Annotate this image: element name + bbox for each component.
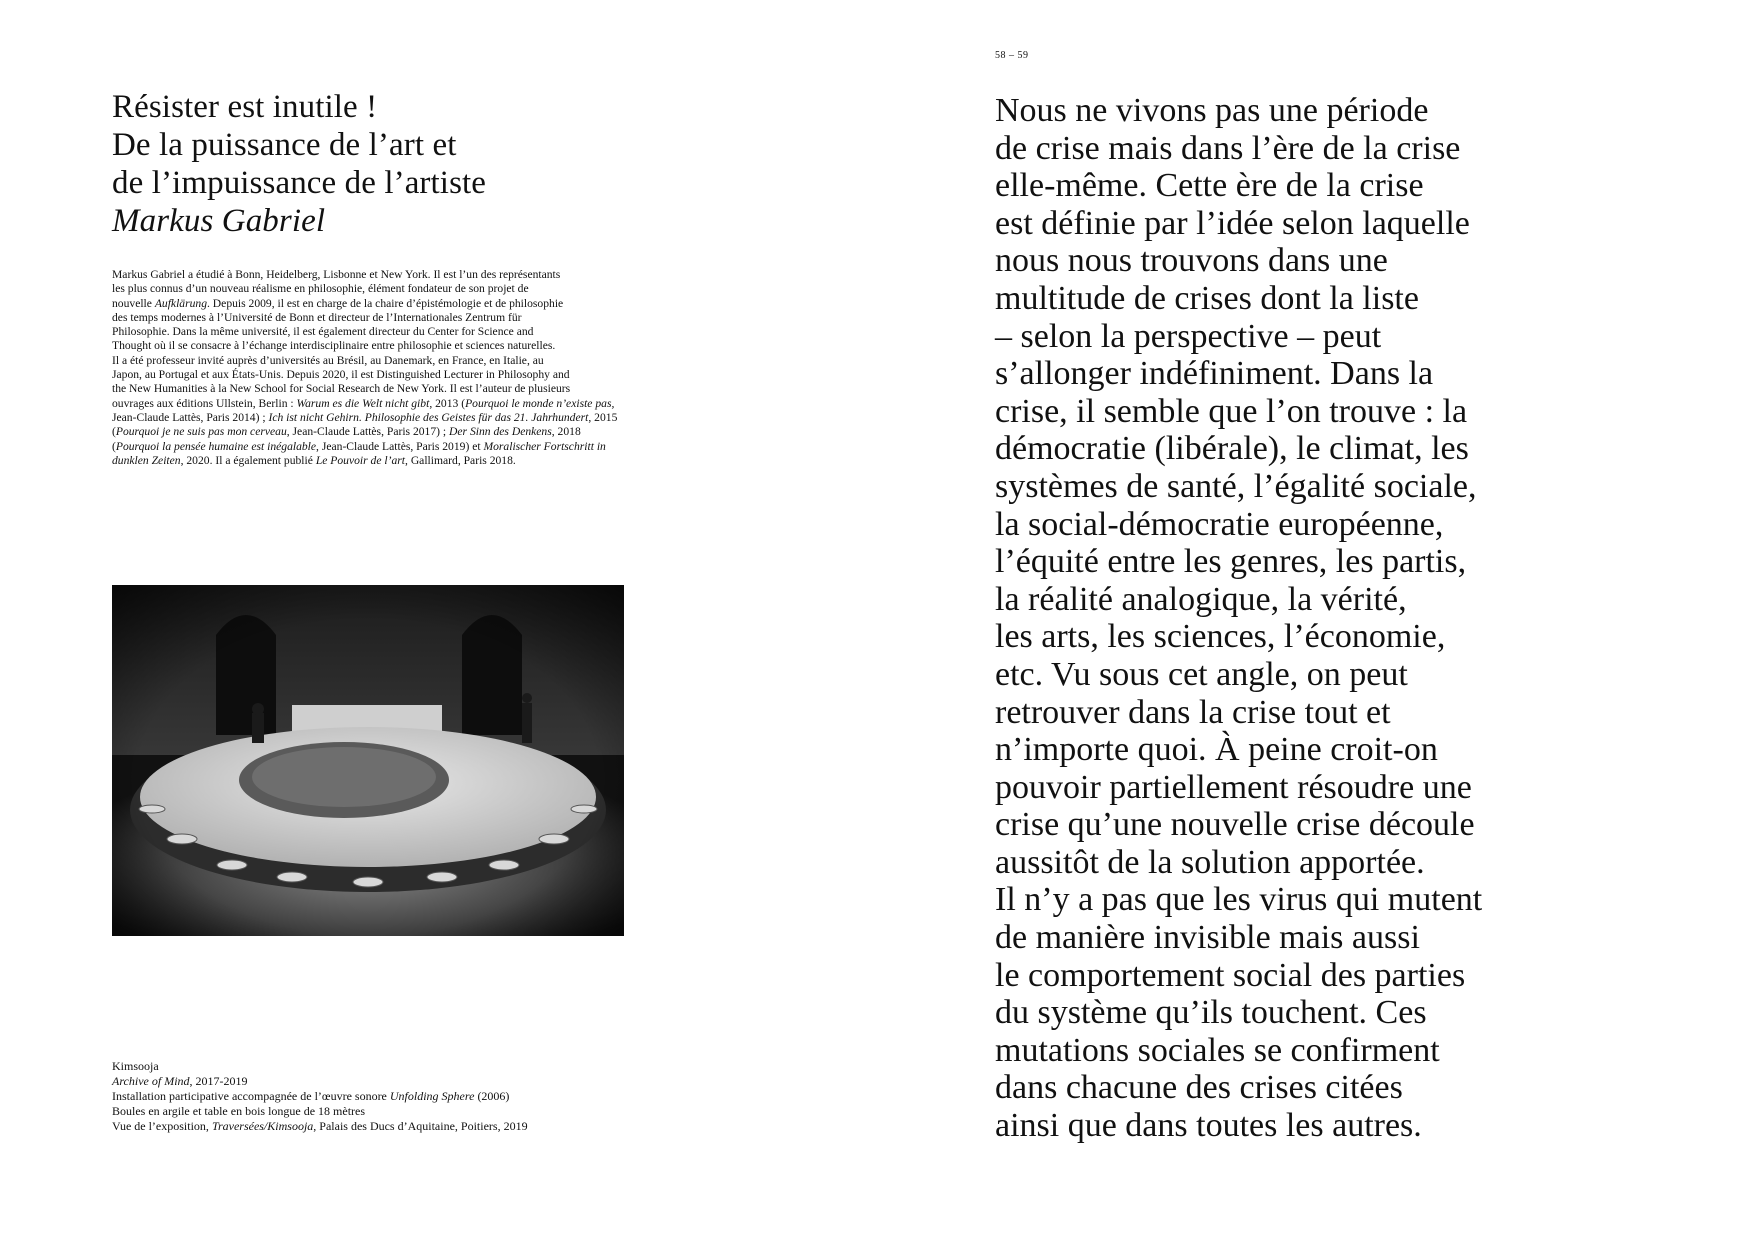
caption-text-italic: Archive of Mind	[112, 1074, 190, 1088]
photo-caption	[112, 1059, 672, 1134]
biography-line	[112, 368, 634, 382]
essay-line: crise qu’une nouvelle crise découle	[995, 806, 1475, 844]
caption-text: Installation participative accompagnée de l’œuvre sonore	[112, 1089, 390, 1103]
essay-line: aussitôt de la solution apportée.	[995, 843, 1425, 881]
essay-line: le comportement social des parties	[995, 956, 1466, 994]
biography-text: , 2018	[551, 425, 581, 439]
biography-text: Markus Gabriel a étudié à Bonn, Heidelberg, Lisbonne et New York. Il est l’un des représentants	[112, 268, 561, 281]
biography-text-italic: Pourquoi la pensée humaine est inégalable	[115, 439, 317, 453]
biography-line	[112, 397, 634, 411]
biography-line	[112, 354, 634, 368]
biography-line	[112, 311, 634, 325]
essay-line: ainsi que dans toutes les autres.	[995, 1107, 1422, 1145]
biography-text: , 2013 (	[429, 396, 466, 410]
caption-text-italic: Traversées/Kimsooja	[211, 1119, 314, 1133]
essay-line: la réalité analogique, la vérité,	[995, 580, 1407, 618]
essay-line: retrouver dans la crise tout et	[995, 693, 1391, 731]
biography-text: (	[112, 425, 116, 439]
biography-text-italic: Le Pouvoir de l’art	[315, 453, 406, 467]
biography-text: (	[112, 439, 116, 453]
essay-line: systèmes de santé, l’égalité sociale,	[995, 467, 1477, 505]
essay-line: l’équité entre les genres, les partis,	[995, 543, 1467, 581]
biography-text-italic: Pourquoi je ne suis pas mon cerveau	[115, 425, 287, 439]
essay-line: – selon la perspective – peut	[995, 317, 1382, 355]
essay-body-text	[995, 92, 1615, 1145]
essay-line: s’allonger indéfiniment. Dans la	[995, 355, 1434, 393]
biography-text: Il a été professeur invité auprès d’universités au Brésil, au Danemark, en France, en Italie, au	[112, 353, 544, 367]
biography-line	[112, 411, 634, 425]
biography-text: Jean-Claude Lattès, Paris 2014) ;	[112, 410, 269, 424]
biography-text: Japon, au Portugal et aux États-Unis. Depuis 2020, il est Distinguished Lecturer in Philosophy and	[112, 368, 570, 382]
biography-line	[112, 282, 634, 296]
essay-line: est définie par l’idée selon laquelle	[995, 204, 1470, 242]
biography-line	[112, 297, 634, 311]
biography-text: Thought où il se consacre à l’échange interdisciplinaire entre philosophie et sciences naturelles.	[112, 339, 556, 353]
biography-text-italic: dunklen Zeiten	[112, 453, 181, 467]
biography-text: , 2015	[588, 410, 618, 424]
author-biography	[112, 268, 634, 468]
biography-text-italic: Der Sinn des Denkens	[449, 425, 552, 439]
biography-text-italic: Aufklärung	[154, 296, 207, 310]
caption-text-italic: Unfolding Sphere	[389, 1089, 475, 1103]
caption-text: , 2017-2019	[189, 1074, 248, 1088]
biography-text: les plus connus d’un nouveau réalisme en philosophie, élément fondateur de son projet de	[112, 282, 529, 296]
biography-line	[112, 325, 634, 339]
essay-title-block	[112, 88, 832, 240]
essay-line: du système qu’ils touchent. Ces	[995, 994, 1427, 1032]
essay-line: pouvoir partiellement résoudre une	[995, 768, 1472, 806]
installation-photo	[112, 585, 624, 936]
essay-line: crise, il semble que l’on trouve : la	[995, 392, 1468, 430]
caption-text: (2006)	[474, 1089, 510, 1103]
biography-text: , Jean-Claude Lattès, Paris 2019) et	[316, 439, 484, 453]
biography-text: the New Humanities à la New School for Social Research de New York. Il est l’auteur de plusieurs	[112, 382, 571, 396]
caption-text: Boules en argile et table en bois longue de 18 mètres	[112, 1104, 366, 1118]
biography-text: , Gallimard, Paris 2018.	[405, 453, 516, 467]
essay-line: etc. Vu sous cet angle, on peut	[995, 655, 1408, 693]
essay-line: Nous ne vivons pas une période	[995, 92, 1429, 129]
essay-line: mutations sociales se confirment	[995, 1031, 1440, 1069]
essay-line: de crise mais dans l’ère de la crise	[995, 129, 1461, 167]
biography-line	[112, 268, 634, 282]
essay-line: elle-même. Cette ère de la crise	[995, 167, 1424, 205]
essay-line: nous nous trouvons dans une	[995, 242, 1388, 280]
essay-line: de manière invisible mais aussi	[995, 919, 1420, 957]
caption-line	[112, 1089, 672, 1104]
essay-line: Il n’y a pas que les virus qui mutent	[995, 881, 1483, 919]
caption-line	[112, 1074, 672, 1089]
biography-text-italic: Moralischer Fortschritt in	[483, 439, 606, 453]
biography-line	[112, 454, 634, 468]
biography-line	[112, 339, 634, 353]
caption-text: , Palais des Ducs d’Aquitaine, Poitiers, 2019	[313, 1119, 528, 1133]
essay-title-line: de l’impuissance de l’artiste	[112, 165, 487, 201]
essay-title-line: De la puissance de l’art et	[112, 127, 457, 163]
essay-line: multitude de crises dont la liste	[995, 279, 1419, 317]
biography-line	[112, 382, 634, 396]
biography-text: Philosophie. Dans la même université, il est également directeur du Center for Science and	[112, 325, 534, 339]
biography-text: . Depuis 2009, il est en charge de la chaire d’épistémologie et de philosophie	[207, 296, 564, 310]
biography-text: , 2020. Il a également publié	[180, 453, 316, 467]
biography-text-italic: Warum es die Welt nicht gibt	[296, 396, 430, 410]
page-numbers: 58 – 59	[995, 50, 1029, 61]
author-name: Markus Gabriel	[112, 203, 326, 239]
essay-line: la social-démocratie européenne,	[995, 505, 1444, 543]
biography-text: nouvelle	[112, 296, 155, 310]
caption-text: Vue de l’exposition,	[112, 1119, 212, 1133]
caption-line	[112, 1104, 672, 1119]
caption-line	[112, 1119, 672, 1134]
right-page	[877, 0, 1754, 1239]
biography-text-italic: Ich ist nicht Gehirn. Philosophie des Geistes für das 21. Jahrhundert	[268, 410, 589, 424]
biography-text-italic: Pourquoi le monde n’existe pas,	[465, 396, 615, 410]
essay-title-line: Résister est inutile !	[112, 89, 378, 125]
essay-line: n’importe quoi. À peine croit-on	[995, 731, 1438, 769]
caption-line	[112, 1059, 672, 1074]
biography-text: des temps modernes à l’Université de Bonn et directeur de l’Internationales Zentrum für	[112, 310, 522, 324]
biography-text: ouvrages aux éditions Ullstein, Berlin :	[112, 396, 297, 410]
essay-line: dans chacune des crises citées	[995, 1069, 1403, 1107]
caption-text: Kimsooja	[112, 1059, 159, 1073]
essay-line: démocratie (libérale), le climat, les	[995, 430, 1469, 468]
biography-line	[112, 425, 634, 439]
biography-text: , Jean-Claude Lattès, Paris 2017) ;	[286, 425, 450, 439]
essay-line: les arts, les sciences, l’économie,	[995, 618, 1446, 656]
biography-line	[112, 440, 634, 454]
